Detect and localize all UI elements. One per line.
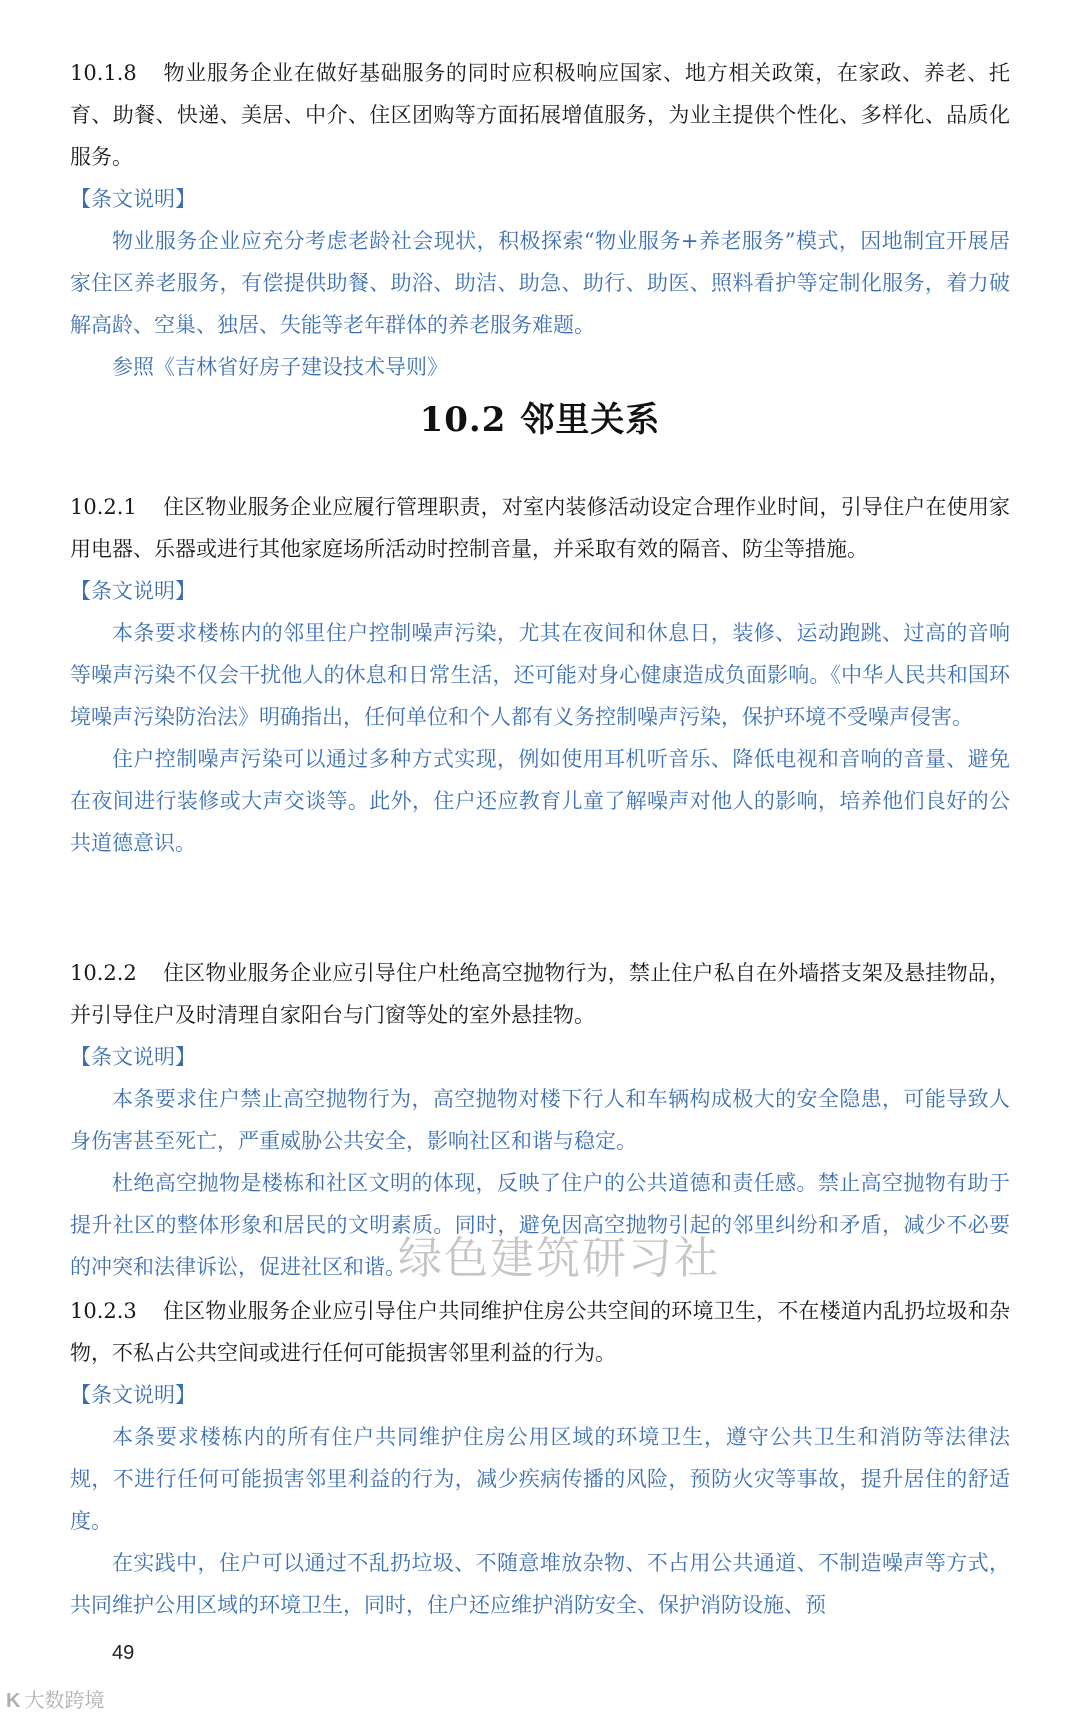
clause-10-2-1	[70, 486, 1010, 864]
clause-text: 物业服务企业在做好基础服务的同时应积极响应国家、地方相关政策，在家政、养老、托育、助餐、快递、美居、中介、住区团购等方面拓展增值服务，为业主提供个性化、多样化、品质化服务。	[70, 61, 1010, 169]
clause-text: 住区物业服务企业应履行管理职责，对室内装修活动设定合理作业时间，引导住户在使用家用电器、乐器或进行其他家庭场所活动时控制音量，并采取有效的隔音、防尘等措施。	[70, 495, 1010, 561]
clause-text: 住区物业服务企业应引导住户杜绝高空抛物行为，禁止住户私自在外墙搭支架及悬挂物品，并引导住户及时清理自家阳台与门窗等处的室外悬挂物。	[70, 961, 1010, 1027]
note-paragraph: 本条要求楼栋内的邻里住户控制噪声污染，尤其在夜间和休息日，装修、运动跑跳、过高的音响等噪声污染不仅会干扰他人的休息和日常生活，还可能对身心健康造成负面影响。《中华人民共和国环境噪声污染防治法》明确指出，任何单位和个人都有义务控制噪声污染，保护环境不受噪声侵害。	[70, 621, 1010, 729]
section-title-text: 邻里关系	[520, 400, 661, 440]
clause-number: 10.2.1	[70, 495, 137, 519]
watermark: 绿色建筑研习社	[398, 1233, 720, 1284]
brand-logo	[6, 1684, 104, 1713]
clause-number: 10.2.3	[70, 1299, 137, 1323]
note-paragraph: 在实践中，住户可以通过不乱扔垃圾、不随意堆放杂物、不占用公共通道、不制造噪声等方式，共同维护公用区域的环境卫生，同时，住户还应维护消防安全、保护消防设施、预	[70, 1551, 1010, 1617]
note-heading: 【条文说明】	[70, 1383, 196, 1407]
note-paragraph: 住户控制噪声污染可以通过多种方式实现，例如使用耳机听音乐、降低电视和音响的音量、避免在夜间进行装修或大声交谈等。此外，住户还应教育儿童了解噪声对他人的影响，培养他们良好的公共道德意识。	[70, 747, 1010, 855]
note-heading: 【条文说明】	[70, 579, 196, 603]
clause-10-1-8	[70, 52, 1010, 388]
page-number: 49	[112, 1642, 135, 1664]
section-number: 10.2	[419, 400, 507, 440]
note-paragraph: 本条要求楼栋内的所有住户共同维护住房公用区域的环境卫生，遵守公共卫生和消防等法律法规，不进行任何可能损害邻里利益的行为，减少疾病传播的风险，预防火灾等事故，提升居住的舒适度。	[70, 1425, 1010, 1533]
reference-line: 参照《吉林省好房子建设技术导则》	[112, 355, 448, 379]
note-paragraph: 杜绝高空抛物是楼栋和社区文明的体现，反映了住户的公共道德和责任感。禁止高空抛物有助于提升社区的整体形象和居民的文明素质。同时，避免因高空抛物引起的邻里纠纷和矛盾，减少不必要的冲突和法律诉讼，促进社区和谐。	[70, 1171, 1010, 1279]
clause-10-2-3	[70, 1290, 1010, 1626]
clause-number: 10.2.2	[70, 961, 137, 985]
clause-number: 10.1.8	[70, 61, 137, 85]
note-paragraph: 本条要求住户禁止高空抛物行为，高空抛物对楼下行人和车辆构成极大的安全隐患，可能导致人身伤害甚至死亡，严重威胁公共安全，影响社区和谐与稳定。	[70, 1087, 1010, 1153]
section-heading	[0, 392, 1080, 441]
logo-icon: K	[6, 1690, 21, 1712]
note-paragraph: 物业服务企业应充分考虑老龄社会现状，积极探索“物业服务+养老服务”模式，因地制宜开展居家住区养老服务，有偿提供助餐、助浴、助洁、助急、助行、助医、照料看护等定制化服务，着力破解高龄、空巢、独居、失能等老年群体的养老服务难题。	[70, 229, 1010, 337]
note-heading: 【条文说明】	[70, 187, 196, 211]
clause-text: 住区物业服务企业应引导住户共同维护住房公共空间的环境卫生，不在楼道内乱扔垃圾和杂物，不私占公共空间或进行任何可能损害邻里利益的行为。	[70, 1299, 1010, 1365]
note-heading: 【条文说明】	[70, 1045, 196, 1069]
logo-text: 大数跨境	[24, 1690, 105, 1712]
